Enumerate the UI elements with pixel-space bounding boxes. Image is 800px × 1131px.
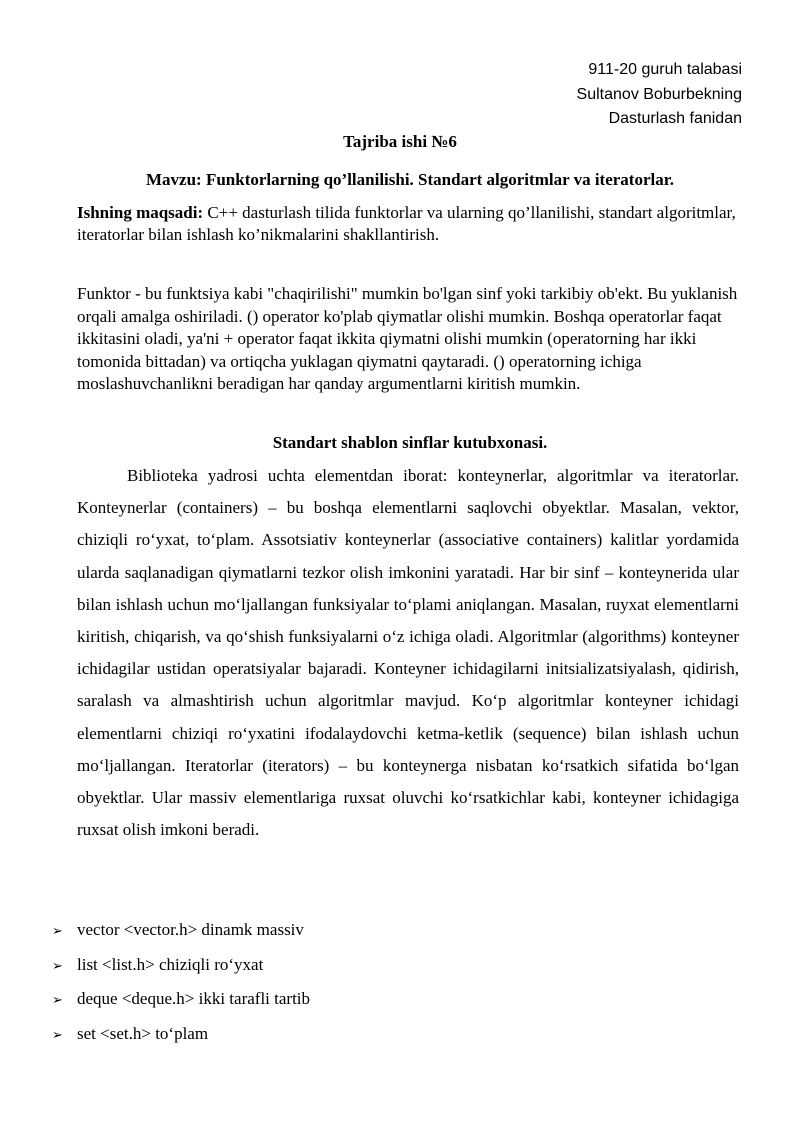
list-item-text: list <list.h> chiziqli ro‘yxat (77, 954, 264, 974)
list-item (52, 983, 310, 1018)
document-title: Tajriba ishi №6 (343, 132, 457, 151)
goal-text: C++ dasturlash tilida funktorlar va ularning qo’llanilishi, standart algoritmlar, iteratorlar bilan ishlash ko’nikmalarini shakllantirish. (77, 203, 736, 244)
author-header (577, 58, 742, 132)
list-item-text: set <set.h> to‘plam (77, 1023, 209, 1043)
goal-label: Ishning maqsadi: (77, 203, 204, 222)
arrow-bullet-icon: ➢ (52, 1027, 63, 1043)
arrow-bullet-icon: ➢ (52, 993, 63, 1008)
list-item (52, 1018, 310, 1053)
header-line-author: Sultanov Boburbekning (576, 85, 742, 103)
list-item-text: vector <vector.h> dinamk massiv (77, 920, 304, 939)
list-item-text: deque <deque.h> ikki tarafli tartib (77, 989, 311, 1008)
body-paragraph: Biblioteka yadrosi uchta elementdan iborat: konteynerlar, algoritmlar va iteratorlar. Konteynerlar (containers) – bu boshqa elementlarni saqlovchi obyektlar. Masalan, vektor, chiziqli ro‘yxat, to‘plam. Assotsiativ konteynerlar (associative containers) kalitlar yordamida ularda saqlanadigan qiymatlarni tezkor olish imkonini yaratadi. Har bir sinf – konteynerida ular bilan ishlash uchun mo‘ljallangan funksiyalar to‘plami aniqlangan. Masalan, ruyxat elementlarni kiritish, chiqarish, va qo‘shish funksiyalarni o‘z ichiga oladi. Algoritmlar (algorithms) konteyner ichidagilar ustidan operatsiyalar bajaradi. Konteyner ichidagilarni initsializatsiyalash, qidirish, saralash va almashtirish uchun algoritmlar mavjud. Ko‘p algoritmlar konteyner ichidagi elementlarni chiziqi ro‘yxatini ifodalaydovchi ketma-ketlik (sequence) bilan ishlash uchun mo‘ljallangan. Iteratorlar (iterators) – bu konteynerga nisbatan ko‘rsatkich sifatida bo‘lgan obyektlar. Ular massiv elementlariga ruxsat oluvchi ko‘rsatkichlar kabi, konteyner ichidagiga ruxsat olish imkoni beradi. (77, 466, 739, 840)
intro-paragraph: Funktor - bu funktsiya kabi "chaqirilishi" mumkin bo'lgan sinf yoki tarkibiy ob'ekt. Bu yuklanish orqali amalga oshiriladi. () operator ko'plab qiymatlar olishi mumkin. Boshqa operatorlar faqat ikkitasini oladi, ya'ni + operator faqat ikkita qiymatni olishi mumkin (operatorning har ikki tomonida bittadan) va ortiqcha yuklagan qiymatni qaytaradi. () operatorning ichiga moslashuvchanlikni beradigan har qanday argumentlarni kiritish mumkin. (77, 284, 738, 393)
arrow-bullet-icon: ➢ (52, 958, 63, 974)
document-subject: Mavzu: Funktorlarning qo’llanilishi. Standart algoritmlar va iteratorlar. (146, 170, 674, 189)
goal-paragraph (77, 202, 737, 246)
list-item (52, 949, 310, 984)
arrow-bullet-icon: ➢ (52, 924, 63, 939)
header-line-group: 911-20 guruh talabasi (588, 61, 742, 78)
section-heading: Standart shablon sinflar kutubxonasi. (272, 433, 548, 452)
header-line-subject: Dasturlash fanidan (608, 110, 742, 127)
container-list (52, 914, 310, 1052)
list-item (52, 914, 310, 949)
